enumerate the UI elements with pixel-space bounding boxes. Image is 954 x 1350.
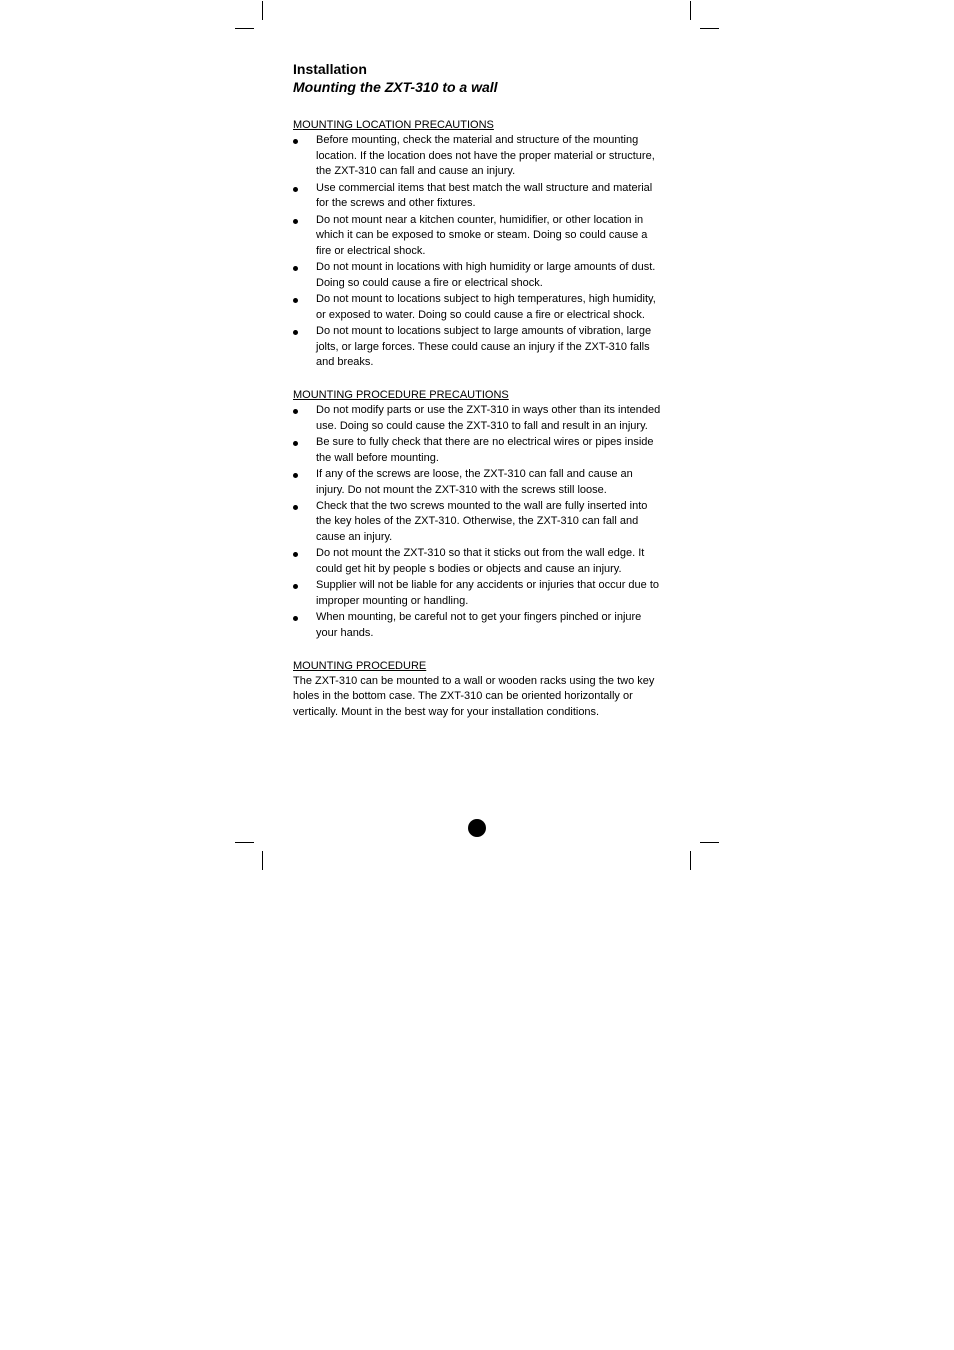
page-content <box>293 60 663 721</box>
list-item: Do not mount the ZXT-310 so that it sticks out from the wall edge. It could get hit by people s bodies or objects and cause an injury. <box>293 546 663 577</box>
location-precautions-list <box>293 133 663 371</box>
list-item: Do not mount in locations with high humidity or large amounts of dust. Doing so could cause a fire or electrical shock. <box>293 260 663 291</box>
page-marker-dot <box>468 819 486 837</box>
bullet-icon <box>293 219 298 224</box>
procedure-precautions-heading: MOUNTING PROCEDURE PRECAUTIONS <box>293 389 509 402</box>
list-item: Check that the two screws mounted to the wall are fully inserted into the key holes of the ZXT-310. Otherwise, the ZXT-310 can fall and cause an injury. <box>293 499 663 546</box>
bullet-icon <box>293 552 298 557</box>
crop-mark-bottom-left-horizontal <box>235 842 254 843</box>
crop-mark-bottom-right-vertical <box>690 851 691 870</box>
list-item: Before mounting, check the material and structure of the mounting location. If the location does not have the proper material or structure, the ZXT-310 can fall and cause an injury. <box>293 133 663 180</box>
bullet-icon <box>293 616 298 621</box>
crop-mark-top-right-vertical <box>690 1 691 20</box>
list-item: Do not modify parts or use the ZXT-310 in ways other than its intended use. Doing so could cause the ZXT-310 to fall and result in an injury. <box>293 403 663 434</box>
bullet-icon <box>293 298 298 303</box>
list-item: Be sure to fully check that there are no electrical wires or pipes inside the wall before mounting. <box>293 435 663 466</box>
bullet-icon <box>293 139 298 144</box>
bullet-icon <box>293 187 298 192</box>
bullet-icon <box>293 473 298 478</box>
list-item: Do not mount near a kitchen counter, humidifier, or other location in which it can be exposed to smoke or steam. Doing so could cause a fire or electrical shock. <box>293 213 663 260</box>
procedure-precautions-list <box>293 403 663 642</box>
list-item: Do not mount to locations subject to large amounts of vibration, large jolts, or large forces. These could cause an injury if the ZXT-310 falls and breaks. <box>293 324 663 371</box>
bullet-icon <box>293 441 298 446</box>
bullet-icon <box>293 505 298 510</box>
bullet-icon <box>293 330 298 335</box>
page-title: Installation <box>293 61 367 77</box>
crop-mark-top-right-horizontal <box>700 28 719 29</box>
crop-mark-top-left-horizontal <box>235 28 254 29</box>
crop-mark-bottom-right-horizontal <box>700 842 719 843</box>
list-item: When mounting, be careful not to get your fingers pinched or injure your hands. <box>293 610 663 641</box>
bullet-icon <box>293 266 298 271</box>
list-item: Use commercial items that best match the wall structure and material for the screws and other fixtures. <box>293 181 663 212</box>
list-item: Supplier will not be liable for any accidents or injuries that occur due to improper mounting or handling. <box>293 578 663 609</box>
procedure-heading: MOUNTING PROCEDURE <box>293 659 427 672</box>
page-subtitle: Mounting the ZXT-310 to a wall <box>293 79 498 95</box>
bullet-icon <box>293 409 298 414</box>
list-item: Do not mount to locations subject to high temperatures, high humidity, or exposed to water. Doing so could cause a fire or electrical shock. <box>293 292 663 323</box>
procedure-text: The ZXT-310 can be mounted to a wall or wooden racks using the two key holes in the bottom case. The ZXT-310 can be oriented horizontally or vertically. Mount in the best way for your installation conditions. <box>293 674 655 718</box>
list-item: If any of the screws are loose, the ZXT-310 can fall and cause an injury. Do not mount the ZXT-310 with the screws still loose. <box>293 467 663 498</box>
bullet-icon <box>293 584 298 589</box>
location-precautions-heading: MOUNTING LOCATION PRECAUTIONS <box>293 119 494 131</box>
crop-mark-top-left-vertical <box>262 1 263 20</box>
crop-mark-bottom-left-vertical <box>262 851 263 870</box>
